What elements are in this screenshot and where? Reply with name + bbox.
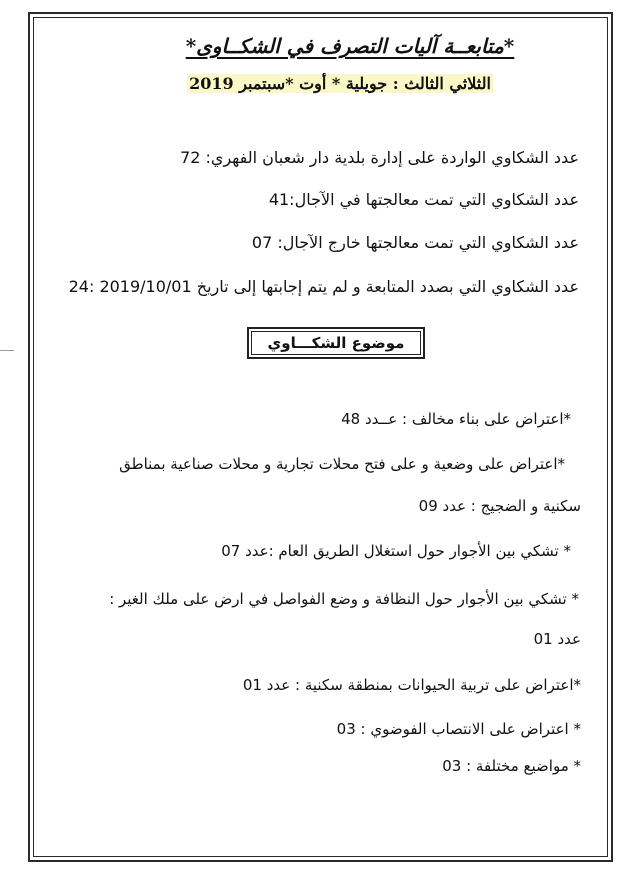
stat-late: عدد الشكاوي التي تمت معالجتها خارج الآجال: 07: [251, 233, 579, 252]
margin-mark: [0, 350, 14, 351]
document-title: *متابعــة آليات التصرف في الشكــاوى*: [185, 34, 515, 58]
section-title: موضوع الشكـــاوي: [251, 331, 421, 355]
stat-pending: عدد الشكاوي التي بصدد المتابعة و لم يتم إجابتها إلى تاريخ 2019/10/01 :24: [68, 277, 579, 296]
list-item: * اعتراض على الانتصاب الفوضوي : 03: [336, 720, 581, 738]
period-line: [140, 74, 540, 93]
period-text: الثلاثي الثالث : جويلية * أوت *سبتمبر 2019: [189, 74, 491, 93]
list-item: * مواضيع مختلفة : 03: [442, 757, 581, 775]
section-title-box: [247, 327, 425, 359]
stat-on-time: عدد الشكاوي التي تمت معالجتها في الآجال:41: [268, 190, 579, 209]
list-item: *اعتراض على وضعية و على فتح محلات تجارية و محلات صناعية بمناطق: [119, 455, 565, 473]
stat-received: عدد الشكاوي الواردة على إدارة بلدية دار شعبان الفهري: 72: [180, 148, 579, 167]
list-item: *اعتراض على تربية الحيوانات بمنطقة سكنية : عدد 01: [242, 676, 581, 694]
list-item: * تشكي بين الأجوار حول استغلال الطريق العام :عدد 07: [221, 542, 571, 560]
list-item: *اعتراض على بناء مخالف : عــدد 48: [341, 410, 571, 428]
list-item: سكنية و الضجيج : عدد 09: [418, 497, 581, 515]
list-item: عدد 01: [533, 630, 581, 648]
list-item: * تشكي بين الأجوار حول النظافة و وضع الفواصل في ارض على ملك الغير :: [109, 590, 579, 608]
